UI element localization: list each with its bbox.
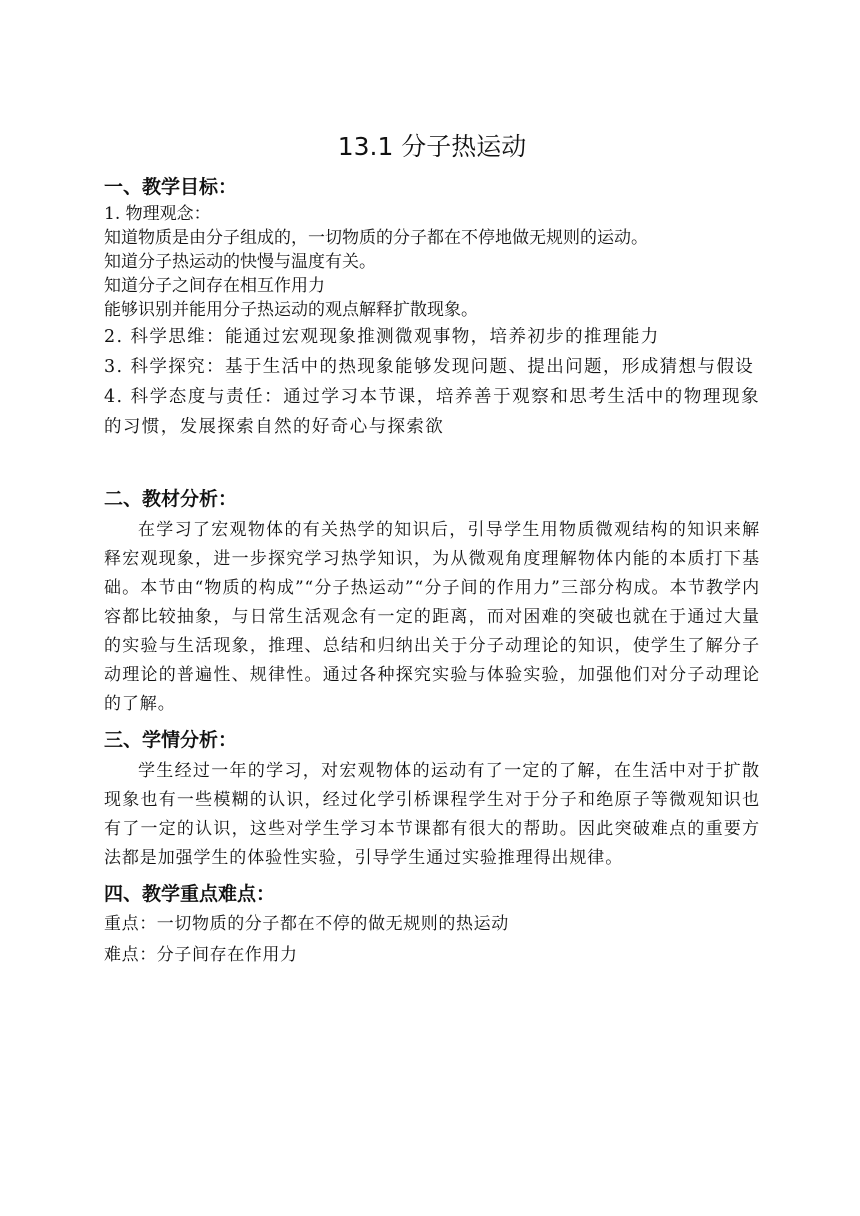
document-page [104,128,760,971]
goal-scientific-thinking: 2. 科学思维：能通过宏观现象推测微观事物，培养初步的推理能力 [104,327,660,347]
material-analysis-paragraph: 在学习了宏观物体的有关热学的知识后，引导学生用物质微观结构的知识来解释宏观现象，进一步探究学习热学知识，为从微观角度理解物体内能的本质打下基础。本节由“物质的构成”“分子热运动”“分子间的作用力”三部分构成。本节教学内容都比较抽象，与日常生活观念有一定的距离，而对困难的突破也就在于通过大量的实验与生活现象，推理、总结和归纳出关于分子动理论的知识，使学生了解分子动理论的普遍性、规律性。通过各种探究实验与体验实验，加强他们对分子动理论的了解。 [104,520,760,714]
section-heading-key-points: 四、教学重点难点： [104,883,276,905]
section-heading-teaching-goals: 一、教学目标： [104,176,238,198]
section-heading-student-analysis: 三、学情分析： [104,729,238,751]
goal-scientific-attitude: 4. 科学态度与责任：通过学习本节课，培养善于观察和思考生活中的物理现象的习惯，发展探索自然的好奇心与探索欲 [104,387,760,437]
concept-line: 知道分子热运动的快慢与温度有关。 [104,252,376,272]
concept-line: 知道物质是由分子组成的，一切物质的分子都在不停地做无规则的运动。 [104,228,648,248]
key-point-line: 重点：一切物质的分子都在不停的做无规则的热运动 [104,914,509,934]
difficult-point-line: 难点：分子间存在作用力 [104,945,298,965]
concept-line: 能够识别并能用分子热运动的观点解释扩散现象。 [104,300,478,320]
student-analysis-paragraph: 学生经过一年的学习，对宏观物体的运动有了一定的了解，在生活中对于扩散现象也有一些模糊的认识，经过化学引桥课程学生对于分子和绝原子等微观知识也有了一定的认识，这些对学生学习本节课都有很大的帮助。因此突破难点的重要方法都是加强学生的体验性实验，引导学生通过实验推理得出规律。 [104,761,760,868]
document-title: 13.1 分子热运动 [337,132,527,161]
concept-line: 知道分子之间存在相互作用力 [104,276,325,296]
goal-scientific-inquiry: 3. 科学探究：基于生活中的热现象能够发现问题、提出问题，形成猜想与假设 [104,357,755,377]
section-spacer [104,442,760,484]
section-heading-material-analysis: 二、教材分析： [104,488,238,510]
physics-concept-label: 1. 物理观念： [104,204,211,224]
